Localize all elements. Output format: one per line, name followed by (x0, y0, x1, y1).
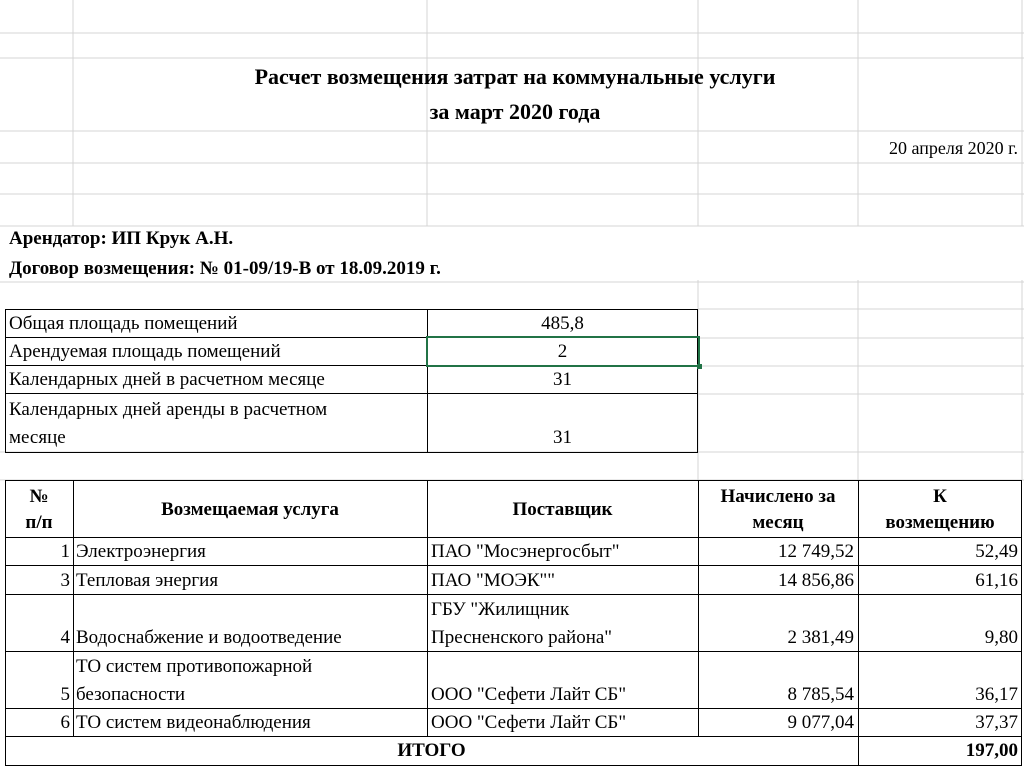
row-refund: 61,16 (975, 570, 1018, 591)
row-supplier: ООО "Сефети Лайт СБ" (431, 684, 627, 705)
param-value-total-area[interactable]: 485,8 (541, 313, 584, 334)
row-num: 6 (60, 712, 70, 733)
param-value-rented-area[interactable]: 2 (557, 341, 568, 362)
total-label: ИТОГО (397, 740, 466, 761)
param-label-calendar-days: Календарных дней в расчетном месяце (9, 369, 325, 390)
row-service: Водоснабжение и водоотведение (76, 627, 342, 648)
header-service: Возмещаемая услуга (161, 499, 339, 520)
row-supplier: ПАО "Мосэнергосбыт" (431, 541, 620, 562)
row-service: ТО систем видеонаблюдения (76, 712, 311, 733)
header-refund-2: возмещению (885, 512, 995, 533)
row-service-line2: безопасности (76, 684, 186, 705)
header-num-2: п/п (25, 512, 53, 533)
header-charged-1: Начислено за (720, 486, 836, 507)
page-subtitle: за март 2020 года (429, 99, 601, 124)
row-charged: 2 381,49 (787, 627, 854, 648)
document-date: 20 апреля 2020 г. (889, 138, 1018, 158)
row-num: 1 (60, 541, 70, 562)
row-service-line1: ТО систем противопожарной (76, 656, 313, 677)
param-value-calendar-days[interactable]: 31 (553, 369, 572, 390)
header-charged-2: месяц (752, 512, 804, 533)
row-refund: 37,37 (975, 712, 1018, 733)
header-supplier: Поставщик (512, 499, 613, 520)
param-label-rent-days-1: Календарных дней аренды в расчетном (9, 399, 328, 420)
row-charged: 9 077,04 (787, 712, 854, 733)
row-supplier: ПАО "МОЭК"" (431, 570, 556, 591)
row-refund: 9,80 (984, 627, 1018, 648)
active-cell-selection[interactable] (426, 336, 700, 367)
fill-handle[interactable] (697, 364, 702, 369)
row-supplier-line1: ГБУ "Жилищник (431, 599, 570, 620)
row-num: 4 (60, 627, 70, 648)
row-refund: 36,17 (975, 684, 1018, 705)
total-value: 197,00 (965, 740, 1018, 761)
row-service: Электроэнергия (76, 541, 206, 562)
row-service: Тепловая энергия (76, 570, 219, 591)
row-supplier-line2: Пресненского района" (431, 627, 613, 648)
row-charged: 14 856,86 (778, 570, 854, 591)
row-charged: 12 749,52 (778, 541, 854, 562)
header-refund-1: К (933, 486, 947, 507)
param-label-rented-area: Арендуемая площадь помещений (9, 341, 281, 362)
contract-line: Договор возмещения: № 01-09/19-В от 18.09.2019 г. (9, 258, 441, 279)
row-refund: 52,49 (975, 541, 1018, 562)
row-charged: 8 785,54 (787, 684, 854, 705)
row-num: 5 (60, 684, 70, 705)
row-num: 3 (60, 570, 70, 591)
page-title: Расчет возмещения затрат на коммунальные услуги (254, 64, 776, 89)
param-value-rent-days[interactable]: 31 (553, 427, 572, 448)
param-label-total-area: Общая площадь помещений (9, 313, 238, 334)
row-supplier: ООО "Сефети Лайт СБ" (431, 712, 627, 733)
header-num-1: № (29, 486, 49, 507)
tenant-line: Арендатор: ИП Крук А.Н. (9, 228, 234, 249)
param-label-rent-days-2: месяце (9, 427, 66, 448)
